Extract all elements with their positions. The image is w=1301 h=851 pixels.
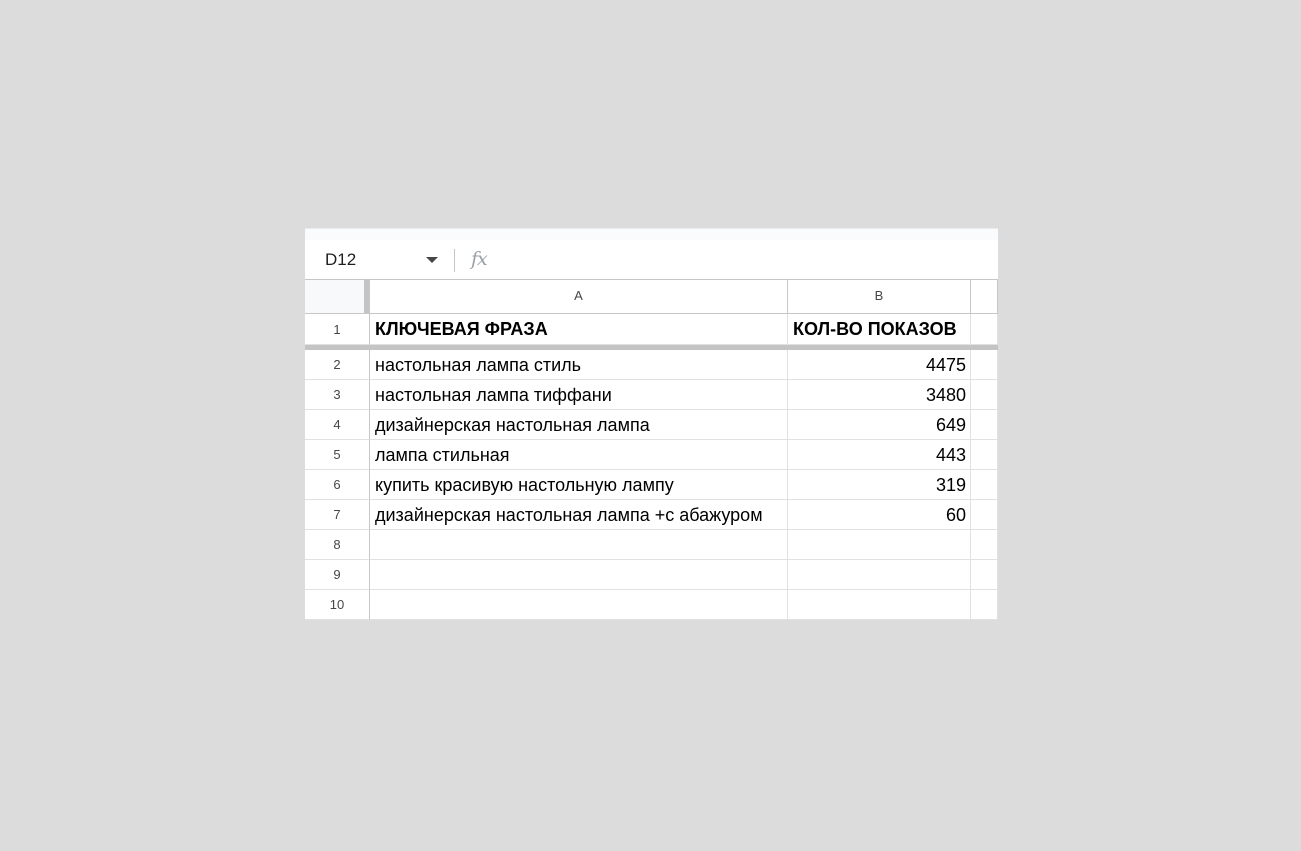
- cell-c4[interactable]: [971, 410, 998, 440]
- row-number[interactable]: 6: [305, 470, 370, 500]
- row-number[interactable]: 4: [305, 410, 370, 440]
- select-all-corner[interactable]: [305, 280, 370, 314]
- cell-b7[interactable]: 60: [788, 500, 971, 530]
- column-header-b[interactable]: B: [788, 280, 971, 314]
- cell-c7[interactable]: [971, 500, 998, 530]
- table-row: [305, 470, 998, 500]
- cell-a10[interactable]: [370, 590, 788, 620]
- cell-c5[interactable]: [971, 440, 998, 470]
- column-header-row: [305, 280, 998, 314]
- cell-a6[interactable]: купить красивую настольную лампу: [370, 470, 788, 500]
- row-number[interactable]: 3: [305, 380, 370, 410]
- table-row: [305, 314, 998, 345]
- column-header-a[interactable]: A: [370, 280, 788, 314]
- table-row: [305, 590, 998, 620]
- cell-b6[interactable]: 319: [788, 470, 971, 500]
- cell-b10[interactable]: [788, 590, 971, 620]
- cell-a4[interactable]: дизайнерская настольная лампа: [370, 410, 788, 440]
- cell-c2[interactable]: [971, 350, 998, 380]
- cell-c3[interactable]: [971, 380, 998, 410]
- table-row: [305, 530, 998, 560]
- cell-a1[interactable]: КЛЮЧЕВАЯ ФРАЗА: [370, 314, 788, 345]
- row-number[interactable]: 10: [305, 590, 370, 620]
- cell-b5[interactable]: 443: [788, 440, 971, 470]
- table-row: [305, 410, 998, 440]
- table-row: [305, 380, 998, 410]
- fx-icon: fx: [471, 248, 487, 270]
- cell-b9[interactable]: [788, 560, 971, 590]
- row-number[interactable]: 1: [305, 314, 370, 345]
- cell-a7[interactable]: дизайнерская настольная лампа +с абажуром: [370, 500, 788, 530]
- cell-c6[interactable]: [971, 470, 998, 500]
- cell-a3[interactable]: настольная лампа тиффани: [370, 380, 788, 410]
- cell-grid: [305, 280, 998, 620]
- toolbar-edge: [305, 228, 998, 240]
- cell-b3[interactable]: 3480: [788, 380, 971, 410]
- table-row: [305, 350, 998, 380]
- cell-c1[interactable]: [971, 314, 998, 345]
- spreadsheet: [305, 228, 998, 620]
- cell-b8[interactable]: [788, 530, 971, 560]
- freeze-handle-vertical[interactable]: [364, 280, 369, 313]
- cell-b1[interactable]: КОЛ-ВО ПОКАЗОВ: [788, 314, 971, 345]
- cell-a2[interactable]: настольная лампа стиль: [370, 350, 788, 380]
- chevron-down-icon[interactable]: [426, 257, 438, 263]
- cell-a5[interactable]: лампа стильная: [370, 440, 788, 470]
- table-row: [305, 440, 998, 470]
- row-number[interactable]: 8: [305, 530, 370, 560]
- name-box[interactable]: D12: [325, 250, 357, 269]
- cell-a8[interactable]: [370, 530, 788, 560]
- divider: [454, 249, 455, 272]
- cell-c10[interactable]: [971, 590, 998, 620]
- cell-c8[interactable]: [971, 530, 998, 560]
- cell-b4[interactable]: 649: [788, 410, 971, 440]
- formula-bar: [305, 240, 998, 280]
- row-number[interactable]: 5: [305, 440, 370, 470]
- row-number[interactable]: 2: [305, 350, 370, 380]
- column-header-c[interactable]: [971, 280, 998, 314]
- row-number[interactable]: 9: [305, 560, 370, 590]
- cell-b2[interactable]: 4475: [788, 350, 971, 380]
- row-number[interactable]: 7: [305, 500, 370, 530]
- table-row: [305, 500, 998, 530]
- cell-a9[interactable]: [370, 560, 788, 590]
- cell-c9[interactable]: [971, 560, 998, 590]
- table-row: [305, 560, 998, 590]
